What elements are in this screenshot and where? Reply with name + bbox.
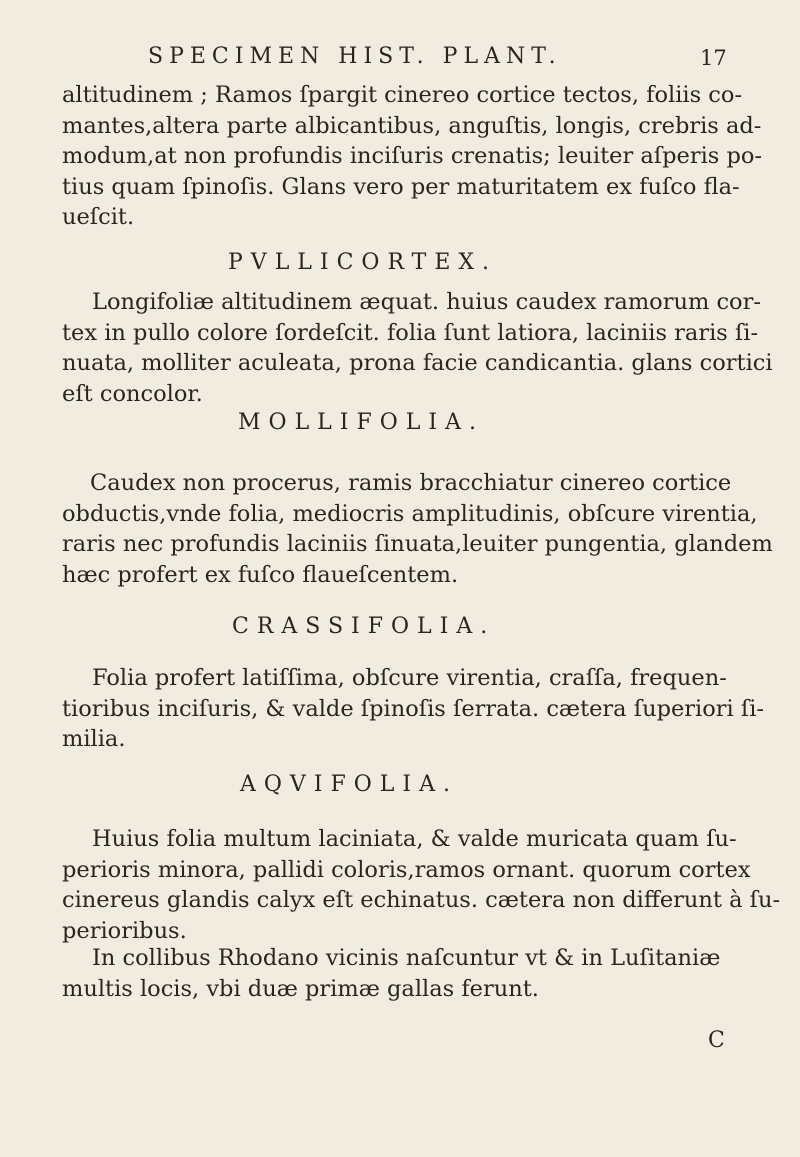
- paragraph-pullicortex: [62, 287, 773, 409]
- text-line: obductis,vnde folia, mediocris amplitudinis, obſcure virentia,: [62, 500, 758, 527]
- text-line: tex in pullo colore ſordeſcit. folia ſunt latiora, laciniis raris ſi-: [62, 319, 759, 346]
- heading-aquifolia: AQVIFOLIA.: [240, 772, 458, 797]
- paragraph-continuation: [62, 80, 763, 233]
- text-line: Huius folia multum laciniata, & valde muricata quam ſu-: [92, 826, 737, 852]
- text-line: hæc profert ex fuſco flaueſcentem.: [62, 561, 459, 588]
- paragraph-mollifolia: [62, 468, 773, 590]
- paragraph-aquifolia: [62, 824, 781, 946]
- heading-pullicortex: PVLLICORTEX.: [228, 250, 498, 275]
- paragraph-crassifolia: [62, 663, 765, 755]
- text-line: raris nec profundis laciniis ſinuata,leuiter pungentia, glandem: [62, 531, 773, 557]
- text-line: cinereus glandis calyx eſt echinatus. cætera non differunt à ſu-: [62, 887, 781, 913]
- text-line: Longifoliæ altitudinem æquat. huius caudex ramorum cor-: [92, 289, 761, 315]
- heading-crassifolia: CRASSIFOLIA.: [232, 614, 496, 639]
- text-line: In collibus Rhodano vicinis naſcuntur vt & in Luſitaniæ: [92, 945, 721, 971]
- running-head: SPECIMEN HIST. PLANT.: [148, 44, 562, 69]
- text-line: tius quam ſpinoſis. Glans vero per maturitatem ex fuſco fla-: [62, 173, 740, 200]
- text-line: altitudinem ; Ramos ſpargit cinereo cortice tectos, foliis co-: [62, 82, 743, 108]
- text-line: eſt concolor.: [62, 380, 203, 407]
- text-line: perioribus.: [62, 917, 187, 944]
- text-line: tioribus inciſuris, & valde ſpinoſis ſerrata. cætera ſuperiori ſi-: [62, 695, 765, 722]
- text-line: Caudex non procerus, ramis bracchiatur cinereo cortice: [90, 470, 732, 496]
- text-line: nuata, molliter aculeata, prona facie candicantia. glans cortici: [62, 350, 773, 376]
- paragraph-habitat: [62, 943, 742, 1004]
- text-line: multis locis, vbi duæ primæ gallas ferunt.: [62, 975, 539, 1002]
- text-line: ueſcit.: [62, 204, 135, 230]
- page-number: 17: [700, 46, 727, 70]
- text-line: perioris minora, pallidi coloris,ramos ornant. quorum cortex: [62, 856, 751, 883]
- heading-mollifolia: MOLLIFOLIA.: [238, 410, 484, 435]
- text-line: milia.: [62, 726, 126, 752]
- text-line: mantes,altera parte albicantibus, anguſtis, longis, crebris ad-: [62, 112, 762, 139]
- text-line: modum,at non profundis inciſuris crenatis; leuiter aſperis po-: [62, 143, 763, 169]
- catchword: C: [708, 1028, 725, 1053]
- text-line: Folia profert latiſſima, obſcure virentia, craſſa, frequen-: [92, 665, 727, 691]
